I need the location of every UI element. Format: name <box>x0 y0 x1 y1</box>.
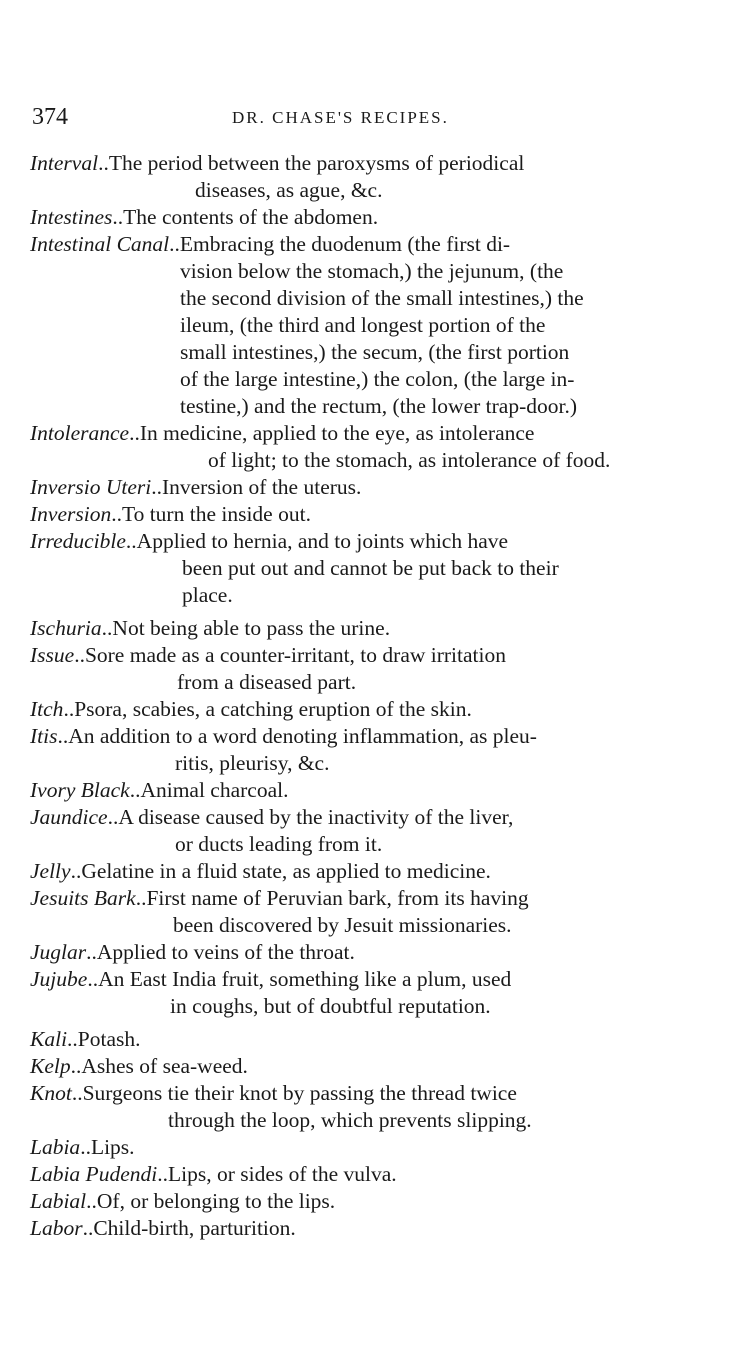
entry-continuation-line: testine,) and the rectum, (the lower trap-door.) <box>180 394 578 418</box>
entry-term: Jesuits Bark <box>30 886 136 910</box>
entry-separator: .. <box>74 643 85 667</box>
entry-term: Kali <box>30 1027 68 1051</box>
entry-term: Labor <box>30 1216 83 1240</box>
entry-term: Jujube <box>30 967 88 991</box>
entry-first-line <box>30 1161 716 1188</box>
entry-term: Knot <box>30 1081 72 1105</box>
entry-separator: .. <box>101 616 113 640</box>
entry-separator: .. <box>112 205 124 229</box>
entry-first-line <box>30 1134 716 1161</box>
entry-term: Inversio Uteri <box>30 475 152 499</box>
entry-separator: .. <box>80 1135 91 1159</box>
glossary-entry <box>30 1026 716 1053</box>
entry-continuation-line: been discovered by Jesuit missionaries. <box>173 913 512 937</box>
entry-term: Ivory Black <box>30 778 130 802</box>
glossary-entry <box>30 615 716 642</box>
glossary-entry <box>30 528 716 609</box>
entry-definition: Lips. <box>90 1135 135 1159</box>
entry-continuation-line: ritis, pleurisy, &c. <box>175 751 330 775</box>
entry-separator: .. <box>86 1189 97 1213</box>
entry-definition: The period between the paroxysms of periodical <box>108 151 525 175</box>
entry-continuation-line: place. <box>182 583 233 607</box>
entry-separator: .. <box>107 805 119 829</box>
entry-separator: .. <box>151 475 162 499</box>
entry-term: Ischuria <box>30 616 102 640</box>
entry-term: Intolerance <box>30 421 130 445</box>
glossary-entry <box>30 966 716 1020</box>
glossary-entry <box>30 1161 716 1188</box>
entry-continuation-line: in coughs, but of doubtful reputation. <box>170 994 491 1018</box>
entry-first-line <box>30 939 716 966</box>
entry-first-line <box>30 474 716 501</box>
glossary-entries <box>30 150 716 1242</box>
entry-definition: First name of Peruvian bark, from its having <box>146 886 529 910</box>
entry-separator: .. <box>169 232 180 256</box>
entry-term: Labial <box>30 1189 87 1213</box>
entry-separator: .. <box>67 1027 78 1051</box>
entry-separator: .. <box>71 1081 83 1105</box>
entry-separator: .. <box>135 886 147 910</box>
entry-continuation-line: ileum, (the third and longest portion of the <box>180 313 546 337</box>
entry-term: Intestines <box>30 205 113 229</box>
entry-continuation-line: small intestines,) the secum, (the first portion <box>180 340 570 364</box>
glossary-entry <box>30 474 716 501</box>
entry-definition: Sore made as a counter-irritant, to draw irritation <box>84 643 506 667</box>
glossary-entry <box>30 1215 716 1242</box>
entry-separator: .. <box>129 421 140 445</box>
entry-first-line <box>30 1080 716 1107</box>
glossary-entry <box>30 501 716 528</box>
entry-definition: Embracing the duodenum (the first di- <box>179 232 511 256</box>
entry-separator: .. <box>111 502 122 526</box>
entry-term: Intestinal Canal <box>30 232 170 256</box>
entry-definition: To turn the inside out. <box>121 502 311 526</box>
entry-first-line <box>30 777 716 804</box>
glossary-entry <box>30 696 716 723</box>
entry-first-line <box>30 966 716 993</box>
entry-first-line <box>30 231 716 258</box>
entry-definition: Lips, or sides of the vulva. <box>167 1162 397 1186</box>
entry-first-line <box>30 1215 716 1242</box>
entry-definition: In medicine, applied to the eye, as intolerance <box>139 421 535 445</box>
entry-definition: Applied to hernia, and to joints which have <box>136 529 509 553</box>
glossary-entry <box>30 642 716 696</box>
entry-continuation-line: been put out and cannot be put back to their <box>182 556 559 580</box>
entry-definition: Potash. <box>77 1027 141 1051</box>
entry-definition: Of, or belonging to the lips. <box>96 1189 336 1213</box>
entry-term: Juglar <box>30 940 87 964</box>
glossary-entry <box>30 777 716 804</box>
glossary-entry <box>30 858 716 885</box>
entry-continuation-line: of the large intestine,) the colon, (the large in- <box>180 367 575 391</box>
entry-definition: Gelatine in a fluid state, as applied to medicine. <box>81 859 491 883</box>
entry-definition: An East India fruit, something like a plum, used <box>98 967 512 991</box>
entry-definition: Surgeons tie their knot by passing the thread twice <box>82 1081 517 1105</box>
entry-term: Irreducible <box>30 529 126 553</box>
glossary-entry <box>30 204 716 231</box>
entry-continuation-line: from a diseased part. <box>177 670 357 694</box>
entry-separator: .. <box>98 151 109 175</box>
glossary-entry <box>30 1080 716 1134</box>
glossary-entry <box>30 1188 716 1215</box>
entry-separator: .. <box>129 778 141 802</box>
entry-definition: A disease caused by the inactivity of the liver, <box>118 805 514 829</box>
entry-first-line <box>30 1026 716 1053</box>
glossary-entry <box>30 723 716 777</box>
entry-continuation-line: of light; to the stomach, as intolerance of food. <box>208 448 611 472</box>
glossary-entry <box>30 804 716 858</box>
glossary-entry <box>30 150 716 204</box>
entry-first-line <box>30 528 716 555</box>
entry-first-line <box>30 723 716 750</box>
entry-term: Interval <box>30 151 99 175</box>
glossary-entry <box>30 1134 716 1161</box>
entry-continuation-line: diseases, as ague, &c. <box>195 178 383 202</box>
entry-term: Jelly <box>30 859 71 883</box>
entry-term: Itch <box>30 697 64 721</box>
entry-separator: .. <box>57 724 69 748</box>
entry-continuation-line: or ducts leading from it. <box>175 832 383 856</box>
entry-definition: Child-birth, parturition. <box>93 1216 296 1240</box>
entry-term: Jaundice <box>30 805 108 829</box>
entry-first-line <box>30 420 716 447</box>
entry-definition: Ashes of sea-weed. <box>81 1054 248 1078</box>
entry-term: Itis <box>30 724 58 748</box>
glossary-entry <box>30 231 716 420</box>
glossary-entry <box>30 939 716 966</box>
entry-definition: Inversion of the uterus. <box>161 475 362 499</box>
glossary-entry <box>30 1053 716 1080</box>
entry-definition: The contents of the abdomen. <box>123 205 379 229</box>
glossary-entry <box>30 420 716 474</box>
entry-separator: .. <box>63 697 75 721</box>
entry-separator: .. <box>87 967 99 991</box>
entry-separator: .. <box>70 1054 82 1078</box>
entry-first-line <box>30 150 716 177</box>
entry-definition: Psora, scabies, a catching eruption of the skin. <box>74 697 472 721</box>
entry-separator: .. <box>70 859 82 883</box>
entry-definition: Not being able to pass the urine. <box>112 616 391 640</box>
entry-definition: Applied to veins of the throat. <box>96 940 355 964</box>
entry-first-line <box>30 1188 716 1215</box>
entry-separator: .. <box>82 1216 94 1240</box>
entry-term: Inversion <box>30 502 112 526</box>
entry-first-line <box>30 804 716 831</box>
entry-continuation-line: vision below the stomach,) the jejunum, (the <box>180 259 564 283</box>
entry-first-line <box>30 615 716 642</box>
entry-separator: .. <box>86 940 97 964</box>
entry-first-line <box>30 501 716 528</box>
running-head: DR. CHASE'S RECIPES. <box>232 108 449 127</box>
entry-definition: An addition to a word denoting inflammation, as pleu- <box>68 724 537 748</box>
glossary-entry <box>30 885 716 939</box>
page-header <box>32 104 722 134</box>
entry-continuation-line: through the loop, which prevents slipping. <box>168 1108 532 1132</box>
entry-first-line <box>30 1053 716 1080</box>
entry-definition: Animal charcoal. <box>140 778 289 802</box>
entry-term: Labia <box>30 1135 81 1159</box>
entry-term: Issue <box>30 643 75 667</box>
entry-first-line <box>30 696 716 723</box>
entry-separator: .. <box>157 1162 168 1186</box>
entry-first-line <box>30 204 716 231</box>
entry-term: Kelp <box>30 1054 71 1078</box>
entry-first-line <box>30 642 716 669</box>
page-number: 374 <box>32 104 68 130</box>
entry-separator: .. <box>125 529 137 553</box>
entry-first-line <box>30 885 716 912</box>
entry-term: Labia Pudendi <box>30 1162 158 1186</box>
entry-first-line <box>30 858 716 885</box>
entry-continuation-line: the second division of the small intestines,) the <box>180 286 584 310</box>
